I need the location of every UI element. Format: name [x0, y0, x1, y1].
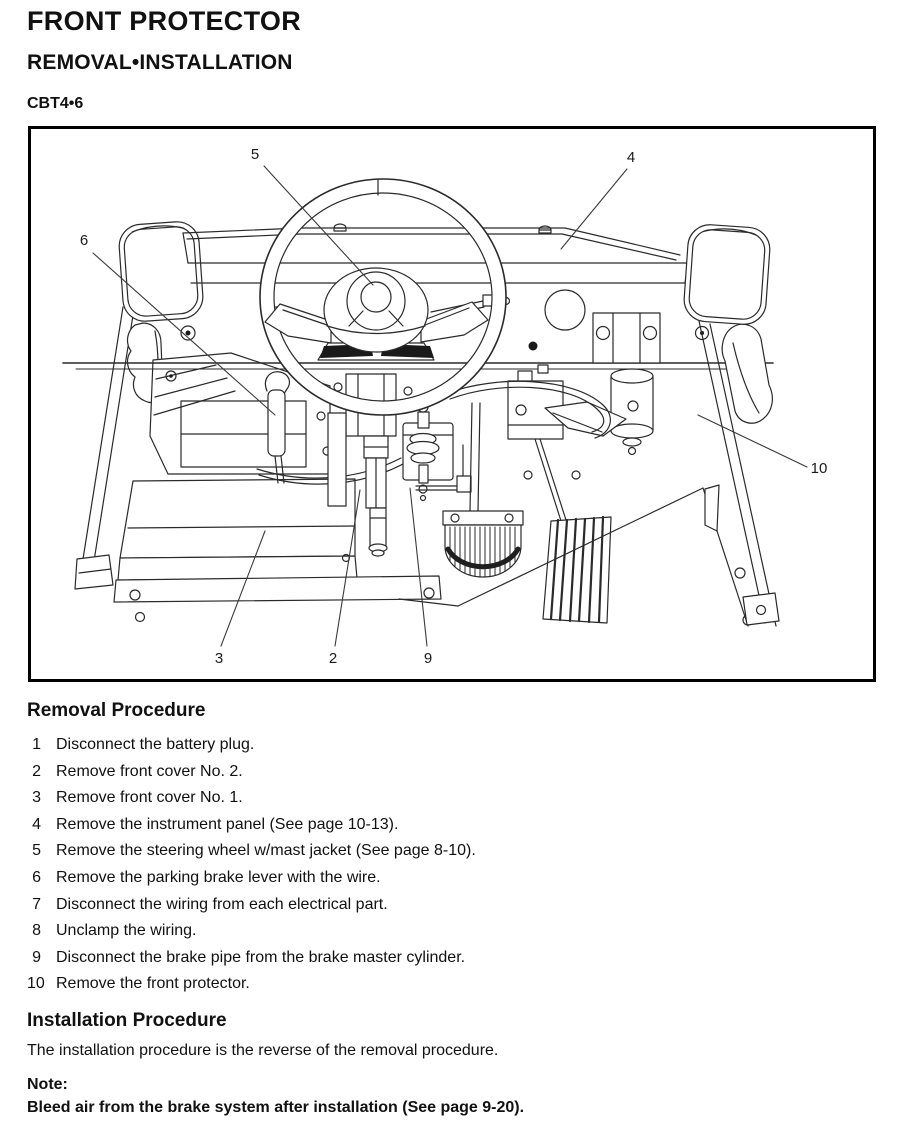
step-text: Remove the instrument panel (See page 10-13). [56, 815, 399, 833]
left-mirror [118, 220, 205, 322]
step-number: 4 [32, 815, 41, 833]
step-number: 5 [32, 842, 41, 860]
removal-step [27, 838, 847, 865]
dash-hole [545, 290, 585, 330]
step-text: Disconnect the brake pipe from the brake master cylinder. [56, 948, 466, 966]
callout-4: 4 [626, 149, 636, 166]
right-mirror [683, 223, 772, 325]
page-subtitle: REMOVAL•INSTALLATION [27, 51, 293, 74]
instrument-panel-cowl [183, 224, 688, 283]
removal-step [27, 971, 847, 998]
step-number: 3 [32, 789, 41, 807]
removal-step [27, 759, 847, 786]
removal-steps-list [27, 732, 847, 998]
diagram-figure [28, 126, 876, 682]
note-body: Bleed air from the brake system after installation (See page 9-20). [27, 1099, 525, 1116]
callout-6: 6 [79, 232, 89, 249]
step-number: 6 [32, 868, 41, 886]
step-number: 9 [32, 948, 41, 966]
solenoid-cylinder [611, 369, 653, 455]
step-text: Disconnect the wiring from each electrical part. [56, 895, 388, 913]
front-protector-line-drawing [31, 129, 873, 679]
step-text: Remove front cover No. 1. [56, 789, 243, 807]
accelerator-pedal [543, 517, 611, 623]
step-text: Remove front cover No. 2. [56, 762, 243, 780]
step-number: 10 [27, 975, 45, 993]
step-number: 2 [32, 762, 41, 780]
removal-step [27, 785, 847, 812]
step-number: 8 [32, 922, 41, 940]
removal-step [27, 865, 847, 892]
removal-procedure-heading: Removal Procedure [27, 700, 206, 721]
step-text: Disconnect the battery plug. [56, 736, 255, 753]
installation-procedure-heading: Installation Procedure [27, 1010, 227, 1031]
removal-step [27, 732, 847, 759]
note-heading: Note: [27, 1076, 68, 1093]
callout-9: 9 [423, 650, 433, 667]
right-leg-pad [722, 324, 772, 423]
step-text: Unclamp the wiring. [56, 922, 197, 940]
step-text: Remove the front protector. [56, 975, 250, 993]
step-number: 1 [32, 736, 41, 753]
step-text: Remove the parking brake lever with the wire. [56, 868, 381, 886]
page-title: FRONT PROTECTOR [27, 6, 301, 36]
removal-step [27, 892, 847, 919]
dash-bracket [593, 313, 660, 363]
brake-master-cylinder-assembly [403, 402, 471, 501]
step-text: Remove the steering wheel w/mast jacket (See page 8-10). [56, 842, 476, 860]
cowl-bolt [334, 224, 346, 228]
callout-3: 3 [214, 650, 224, 667]
steering-hub [265, 268, 488, 360]
removal-step [27, 918, 847, 945]
front-cover-no1 [114, 479, 441, 622]
callout-2: 2 [328, 650, 338, 667]
removal-step [27, 945, 847, 972]
step-number: 7 [32, 895, 41, 913]
removal-step [27, 812, 847, 839]
model-code: CBT4•6 [27, 95, 84, 112]
callout-10: 10 [810, 460, 828, 477]
installation-body: The installation procedure is the reverse of the removal procedure. [27, 1042, 499, 1059]
callout-5: 5 [250, 146, 260, 163]
